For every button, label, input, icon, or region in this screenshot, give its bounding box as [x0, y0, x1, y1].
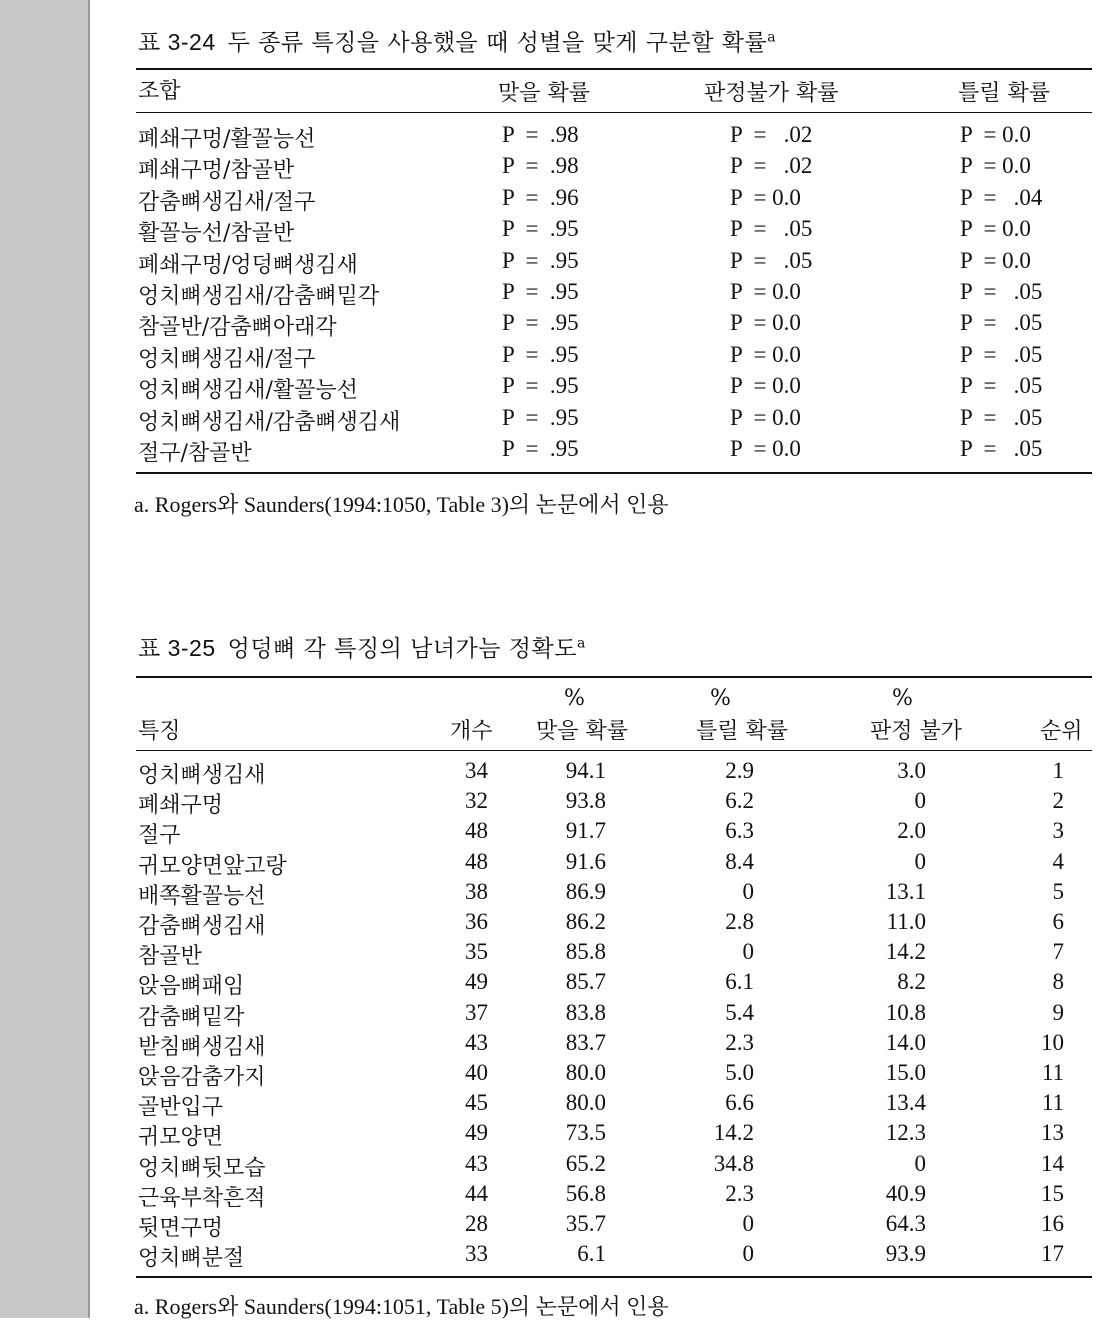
t25-cell-undetermined: 13.4	[885, 1090, 926, 1116]
t25-cell-count: 49	[465, 969, 488, 995]
t25-cell-count: 45	[465, 1090, 488, 1116]
t25-cell-undetermined: 40.9	[885, 1180, 926, 1206]
t24-cell-combination: 엉치뼈생김새/감춤뼈생김새	[138, 409, 401, 435]
t25-cell-correct: 80.0	[565, 1090, 606, 1116]
t24-cell-combination: 엉치뼈생김새/감춤뼈밑각	[138, 284, 380, 309]
t25-cell-correct: 6.1	[577, 1241, 606, 1267]
t24-cell-wrong: P = .05	[960, 279, 1043, 304]
t24-cell-correct: P = .95	[502, 247, 579, 273]
t24-cell-undetermined: P = 0.0	[730, 341, 801, 367]
table-3-25-top-rule	[136, 676, 1092, 678]
t25-cell-correct: 85.8	[565, 939, 606, 965]
t25-cell-undetermined: 12.3	[885, 1120, 926, 1146]
t25-cell-correct: 85.7	[565, 969, 606, 995]
t25-cell-correct: 56.8	[565, 1180, 606, 1206]
t24-header-combination: 조합	[138, 79, 181, 104]
t25-cell-count: 43	[465, 1029, 488, 1055]
t24-header-wrong: 틀릴 확률	[958, 81, 1051, 106]
t25-cell-feature: 뒷면구멍	[138, 1216, 224, 1241]
t25-cell-feature: 배쪽활꼴능선	[138, 883, 266, 909]
t24-cell-undetermined: P = .02	[730, 122, 813, 147]
t24-cell-combination: 폐쇄구멍/엉덩뼈생김새	[138, 252, 358, 278]
t25-cell-correct: 86.2	[565, 909, 606, 934]
t25-cell-feature: 귀모양면앞고랑	[138, 853, 287, 879]
t24-cell-correct: P = .95	[502, 310, 579, 336]
table-3-24-top-rule	[136, 68, 1092, 70]
t24-cell-correct: P = .95	[502, 279, 579, 304]
t25-cell-wrong: 2.3	[725, 1029, 754, 1055]
t25-cell-wrong: 5.0	[725, 1060, 754, 1085]
t25-cell-correct: 91.6	[565, 848, 606, 874]
t24-cell-correct: P = .95	[502, 341, 579, 367]
t24-cell-combination: 엉치뼈생김새/절구	[138, 346, 316, 372]
t25-cell-count: 37	[465, 999, 488, 1025]
t25-cell-wrong: 2.9	[725, 758, 754, 783]
t24-cell-wrong: P = .05	[960, 404, 1043, 430]
t25-cell-undetermined: 64.3	[885, 1211, 926, 1236]
t25-cell-correct: 91.7	[565, 818, 606, 844]
t25-cell-wrong: 0	[742, 878, 754, 904]
t25-cell-count: 44	[465, 1180, 488, 1206]
t25-cell-feature: 골반입구	[138, 1095, 224, 1121]
t24-cell-wrong: P = .05	[960, 341, 1043, 367]
t25-cell-undetermined: 10.8	[885, 999, 926, 1025]
t25-cell-count: 49	[465, 1120, 488, 1146]
t24-cell-undetermined: P = 0.0	[730, 404, 801, 430]
t25-cell-correct: 83.8	[565, 999, 606, 1025]
t25-cell-count: 35	[465, 939, 488, 965]
t25-cell-undetermined: 14.0	[885, 1029, 926, 1055]
t25-header-correct: 맞을 확률	[536, 719, 629, 744]
t25-header-pct-correct: %	[564, 686, 585, 711]
t24-cell-wrong: P = .04	[960, 184, 1043, 210]
t25-cell-rank: 6	[1052, 909, 1064, 934]
left-margin-strip	[0, 0, 88, 1318]
t25-cell-feature: 엉치뼈생김새	[138, 763, 266, 788]
table-3-25-footnote	[134, 1290, 669, 1321]
t25-cell-wrong: 2.8	[725, 909, 754, 934]
t25-cell-wrong: 5.4	[725, 999, 754, 1025]
table-3-25-caption	[138, 630, 586, 663]
t25-cell-feature: 참골반	[138, 944, 202, 970]
t24-cell-correct: P = .95	[502, 436, 579, 461]
t25-cell-correct: 94.1	[565, 758, 606, 783]
t25-header-pct-wrong: %	[710, 686, 731, 711]
table-3-24-number: 표 3-24	[138, 29, 216, 55]
t25-cell-count: 48	[465, 818, 488, 844]
table-3-25-number: 표 3-25	[138, 635, 216, 661]
t25-cell-rank: 7	[1052, 939, 1064, 965]
table-3-24-footnote-text: a. Rogers와 Saunders(1994:1050, Table 3)의 논문에서 인용	[134, 492, 669, 517]
t25-cell-correct: 65.2	[565, 1150, 606, 1176]
t25-cell-count: 34	[465, 758, 488, 783]
t25-cell-rank: 5	[1052, 878, 1064, 904]
t24-cell-wrong: P = 0.0	[960, 153, 1031, 179]
t24-cell-undetermined: P = .05	[730, 216, 813, 242]
t25-cell-count: 32	[465, 788, 488, 814]
t24-cell-wrong: P = .05	[960, 373, 1043, 399]
t24-cell-correct: P = .95	[502, 216, 579, 242]
t24-cell-undetermined: P = .05	[730, 247, 813, 273]
t24-cell-undetermined: P = .02	[730, 153, 813, 179]
t25-cell-feature: 감춤뼈생김새	[138, 914, 266, 939]
t25-cell-wrong: 2.3	[725, 1180, 754, 1206]
t25-cell-wrong: 6.1	[725, 969, 754, 995]
t24-cell-combination: 엉치뼈생김새/활꼴능선	[138, 378, 358, 404]
t24-cell-combination: 활꼴능선/참골반	[138, 221, 295, 247]
t25-cell-feature: 폐쇄구멍	[138, 793, 224, 819]
table-3-24-caption	[138, 24, 776, 57]
t25-cell-undetermined: 0	[914, 1150, 926, 1176]
t25-cell-feature: 앉음뼈패임	[138, 974, 245, 1000]
t24-cell-wrong: P = 0.0	[960, 247, 1031, 273]
t24-cell-undetermined: P = 0.0	[730, 310, 801, 336]
table-3-24-header-rule	[136, 112, 1092, 113]
t25-cell-rank: 1	[1052, 758, 1064, 783]
t25-cell-rank: 16	[1041, 1211, 1064, 1236]
t24-cell-wrong: P = .05	[960, 310, 1043, 336]
t24-cell-correct: P = .98	[502, 122, 579, 147]
table-3-25-footnote-marker: a	[576, 635, 586, 652]
t25-cell-count: 36	[465, 909, 488, 934]
t25-cell-rank: 11	[1041, 1060, 1064, 1085]
t24-cell-correct: P = .95	[502, 404, 579, 430]
t24-cell-combination: 절구/참골반	[138, 441, 252, 466]
t24-cell-wrong: P = 0.0	[960, 122, 1031, 147]
t25-cell-undetermined: 2.0	[897, 818, 926, 844]
t25-cell-count: 43	[465, 1150, 488, 1176]
table-3-24-title: 두 종류 특징을 사용했을 때 성별을 맞게 구분할 확률	[227, 30, 768, 56]
table-3-25-header-rule	[136, 750, 1092, 751]
t25-cell-undetermined: 11.0	[886, 909, 926, 934]
t25-cell-feature: 앉음감춤가지	[138, 1065, 266, 1090]
t25-cell-undetermined: 15.0	[885, 1060, 926, 1085]
t25-cell-feature: 절구	[138, 823, 181, 849]
t25-cell-rank: 9	[1052, 999, 1064, 1025]
t25-cell-wrong: 6.3	[725, 818, 754, 844]
t25-cell-wrong: 0	[742, 1241, 754, 1267]
t24-cell-combination: 참골반/감춤뼈아래각	[138, 315, 337, 341]
t24-cell-wrong: P = .05	[960, 436, 1043, 461]
t25-cell-count: 48	[465, 848, 488, 874]
t24-header-correct: 맞을 확률	[498, 81, 591, 106]
document-page	[90, 0, 1114, 1318]
t25-cell-count: 28	[465, 1211, 488, 1236]
t25-cell-count: 38	[465, 878, 488, 904]
t25-header-pct-undetermined: %	[892, 686, 913, 711]
t25-cell-rank: 15	[1041, 1180, 1064, 1206]
table-3-25-footnote-text: a. Rogers와 Saunders(1994:1051, Table 5)의 논문에서 인용	[134, 1294, 669, 1319]
t25-cell-undetermined: 13.1	[885, 878, 926, 904]
table-3-25-title: 엉덩뼈 각 특징의 남녀가늠 정확도	[227, 636, 577, 662]
table-3-24-footnote	[134, 488, 669, 519]
t25-cell-wrong: 6.2	[725, 788, 754, 814]
t25-cell-count: 33	[465, 1241, 488, 1267]
t25-cell-feature: 감춤뼈밑각	[138, 1004, 245, 1030]
t25-cell-wrong: 0	[742, 1211, 754, 1236]
t24-cell-correct: P = .96	[502, 184, 579, 210]
t25-cell-undetermined: 3.0	[897, 758, 926, 783]
t24-cell-wrong: P = 0.0	[960, 216, 1031, 242]
table-3-25-bottom-rule	[136, 1276, 1092, 1278]
t25-header-feature: 특징	[138, 719, 181, 744]
t24-cell-correct: P = .98	[502, 153, 579, 179]
t25-cell-feature: 엉치뼈분절	[138, 1246, 245, 1272]
t25-cell-rank: 13	[1041, 1120, 1064, 1146]
t24-cell-undetermined: P = 0.0	[730, 279, 801, 304]
t25-cell-rank: 2	[1052, 788, 1064, 814]
t24-cell-correct: P = .95	[502, 373, 579, 399]
t24-header-undetermined: 판정불가 확률	[704, 81, 839, 106]
t25-cell-undetermined: 8.2	[897, 969, 926, 995]
t25-cell-wrong: 6.6	[725, 1090, 754, 1116]
t25-cell-rank: 10	[1041, 1029, 1064, 1055]
t25-cell-feature: 받침뼈생김새	[138, 1034, 266, 1060]
t25-cell-correct: 73.5	[565, 1120, 606, 1146]
t25-header-count: 개수	[450, 719, 493, 744]
t25-cell-rank: 4	[1052, 848, 1064, 874]
t25-cell-correct: 35.7	[565, 1211, 606, 1236]
t25-header-undetermined: 판정 불가	[870, 719, 963, 744]
t25-cell-correct: 86.9	[565, 878, 606, 904]
t25-cell-wrong: 34.8	[713, 1150, 754, 1176]
t24-cell-undetermined: P = 0.0	[730, 184, 801, 210]
t25-cell-undetermined: 0	[914, 848, 926, 874]
t24-cell-combination: 감춤뼈생김새/절구	[138, 189, 316, 215]
t25-cell-feature: 귀모양면	[138, 1125, 224, 1151]
table-3-24-footnote-marker: a	[767, 29, 777, 46]
t25-cell-wrong: 14.2	[713, 1120, 754, 1146]
t25-cell-feature: 엉치뼈뒷모습	[138, 1155, 266, 1181]
t25-cell-correct: 83.7	[565, 1029, 606, 1055]
t25-cell-rank: 17	[1041, 1241, 1064, 1267]
t24-cell-undetermined: P = 0.0	[730, 373, 801, 399]
t25-cell-correct: 80.0	[565, 1060, 606, 1085]
t25-cell-rank: 3	[1052, 818, 1064, 844]
t24-cell-combination: 폐쇄구멍/활꼴능선	[138, 127, 316, 152]
t25-cell-undetermined: 0	[914, 788, 926, 814]
t25-cell-rank: 14	[1041, 1150, 1064, 1176]
t25-cell-rank: 11	[1041, 1090, 1064, 1116]
t25-cell-correct: 93.8	[565, 788, 606, 814]
t25-cell-undetermined: 93.9	[885, 1241, 926, 1267]
t25-cell-rank: 8	[1052, 969, 1064, 995]
t25-header-wrong: 틀릴 확률	[696, 719, 789, 744]
t25-cell-wrong: 8.4	[725, 848, 754, 874]
t25-cell-count: 40	[465, 1060, 488, 1085]
t25-cell-feature: 근육부착흔적	[138, 1185, 266, 1211]
t25-cell-wrong: 0	[742, 939, 754, 965]
table-3-24-bottom-rule	[136, 472, 1092, 474]
t25-cell-undetermined: 14.2	[885, 939, 926, 965]
t24-cell-combination: 폐쇄구멍/참골반	[138, 158, 295, 184]
t25-header-rank: 순위	[1040, 719, 1083, 744]
t24-cell-undetermined: P = 0.0	[730, 436, 801, 461]
